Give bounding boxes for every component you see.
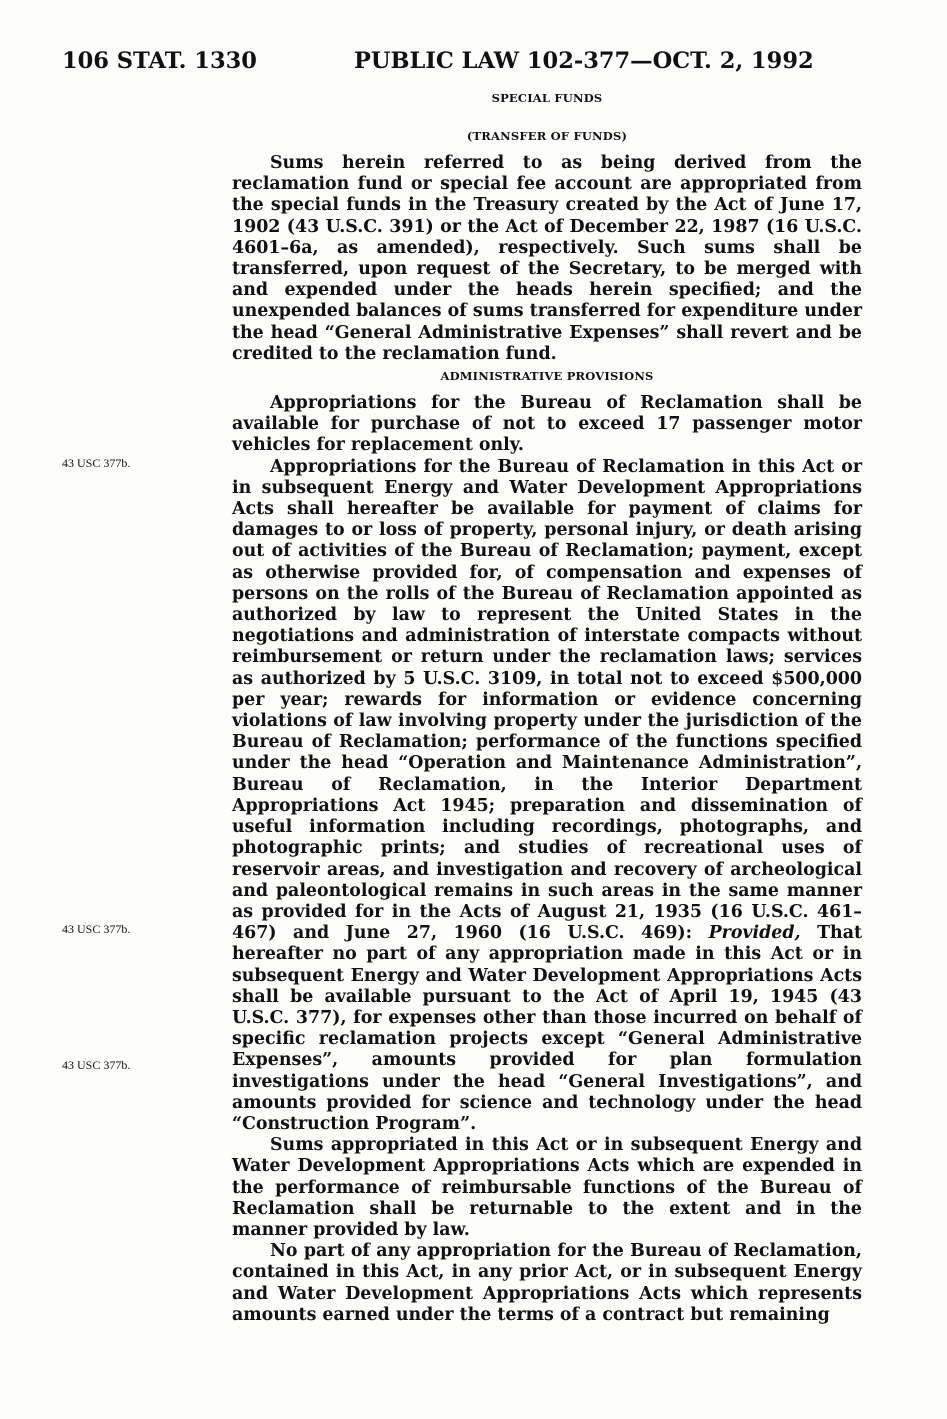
claims-proviso-text: That hereafter no part of any appropriation made in this Act or in subsequent Energy and Water Development Appropriations Acts shall be available pursuant to the Act of April 19, 1945 (43 U.S.C. 377), for expenses other than those incurred on behalf of specific reclamation projects except “General Administrative Expenses”, amounts provided for plan formulation investigations under the head “General Investigations”, and amounts provided for science and technology under the head “Construction Program”.: [232, 923, 862, 1134]
margin-citation: 43 USC 377b.: [62, 456, 131, 470]
special-funds-heading: SPECIAL FUNDS: [491, 91, 603, 105]
administrative-provisions-heading: ADMINISTRATIVE PROVISIONS: [440, 369, 654, 384]
stat-citation: 106 STAT. 1330: [62, 48, 257, 74]
reimbursable-functions-paragraph: Sums appropriated in this Act or in subsequent Energy and Water Development Appropriations Acts which are expended in the performance of reimbursable functions of the Bureau of Reclamation shall be returnable to the extent and in the manner provided by law.: [232, 1135, 862, 1240]
page-body: [232, 91, 862, 1326]
transfer-of-funds-heading: (TRANSFER OF FUNDS): [466, 129, 628, 143]
public-law-title: PUBLIC LAW 102-377—OCT. 2, 1992: [354, 48, 814, 74]
claims-text: Appropriations for the Bureau of Reclamation in this Act or in subsequent Energy and Water Development Appropriations Acts shall hereafter be available for payment of claims for damages to or loss of property, personal injury, or death arising out of activities of the Bureau of Reclamation; payment, except as otherwise provided for, of compensation and expenses of persons on the rolls of the Bureau of Reclamation appointed as authorized by law to represent the United States in the negotiations and administration of interstate compacts without reimbursement or return under the reclamation laws; services as authorized by 5 U.S.C. 3109, in total not to exceed $500,000 per year; rewards for information or evidence concerning violations of law involving property under the jurisdiction of the Bureau of Reclamation; performance of the functions specified under the head “Operation and Maintenance Administration”, Bureau of Reclamation, in the Interior Department Appropriations Act 1945; preparation and dissemination of useful information including recordings, photographs, and photographic prints; and studies of recreational uses of reservoir areas, and investigation and recovery of archeological and paleontological remains in such areas in the same manner as provided for in the Acts of August 21, 1935 (16 U.S.C. 461–467) and June 27, 1960 (16 U.S.C. 469):: [232, 456, 862, 944]
margin-citation: 43 USC 377b.: [62, 922, 131, 936]
provided-proviso: Provided,: [708, 923, 801, 944]
claims-paragraph: [232, 457, 862, 1136]
margin-citation: 43 USC 377b.: [62, 1058, 131, 1072]
vehicle-purchase-paragraph: Appropriations for the Bureau of Reclamation shall be available for purchase of not to exceed 17 passenger motor vehicles for replacement only.: [232, 393, 862, 456]
page-header: [62, 48, 814, 78]
special-funds-paragraph: Sums herein referred to as being derived from the reclamation fund or special fee account are appropriated from the special funds in the Treasury created by the Act of June 17, 1902 (43 U.S.C. 391) or the Act of December 22, 1987 (16 U.S.C. 4601–6a, as amended), respectively. Such sums shall be transferred, upon request of the Secretary, to be merged with and expended under the heads herein specified; and the unexpended balances of sums transferred for expenditure under the head “General Administrative Expenses” shall revert and be credited to the reclamation fund.: [232, 153, 862, 364]
contract-earnings-paragraph: No part of any appropriation for the Bureau of Reclamation, contained in this Act, in any prior Act, or in subsequent Energy and Water Development Appropriations Acts which represents amounts earned under the terms of a contract but remaining: [232, 1241, 862, 1325]
